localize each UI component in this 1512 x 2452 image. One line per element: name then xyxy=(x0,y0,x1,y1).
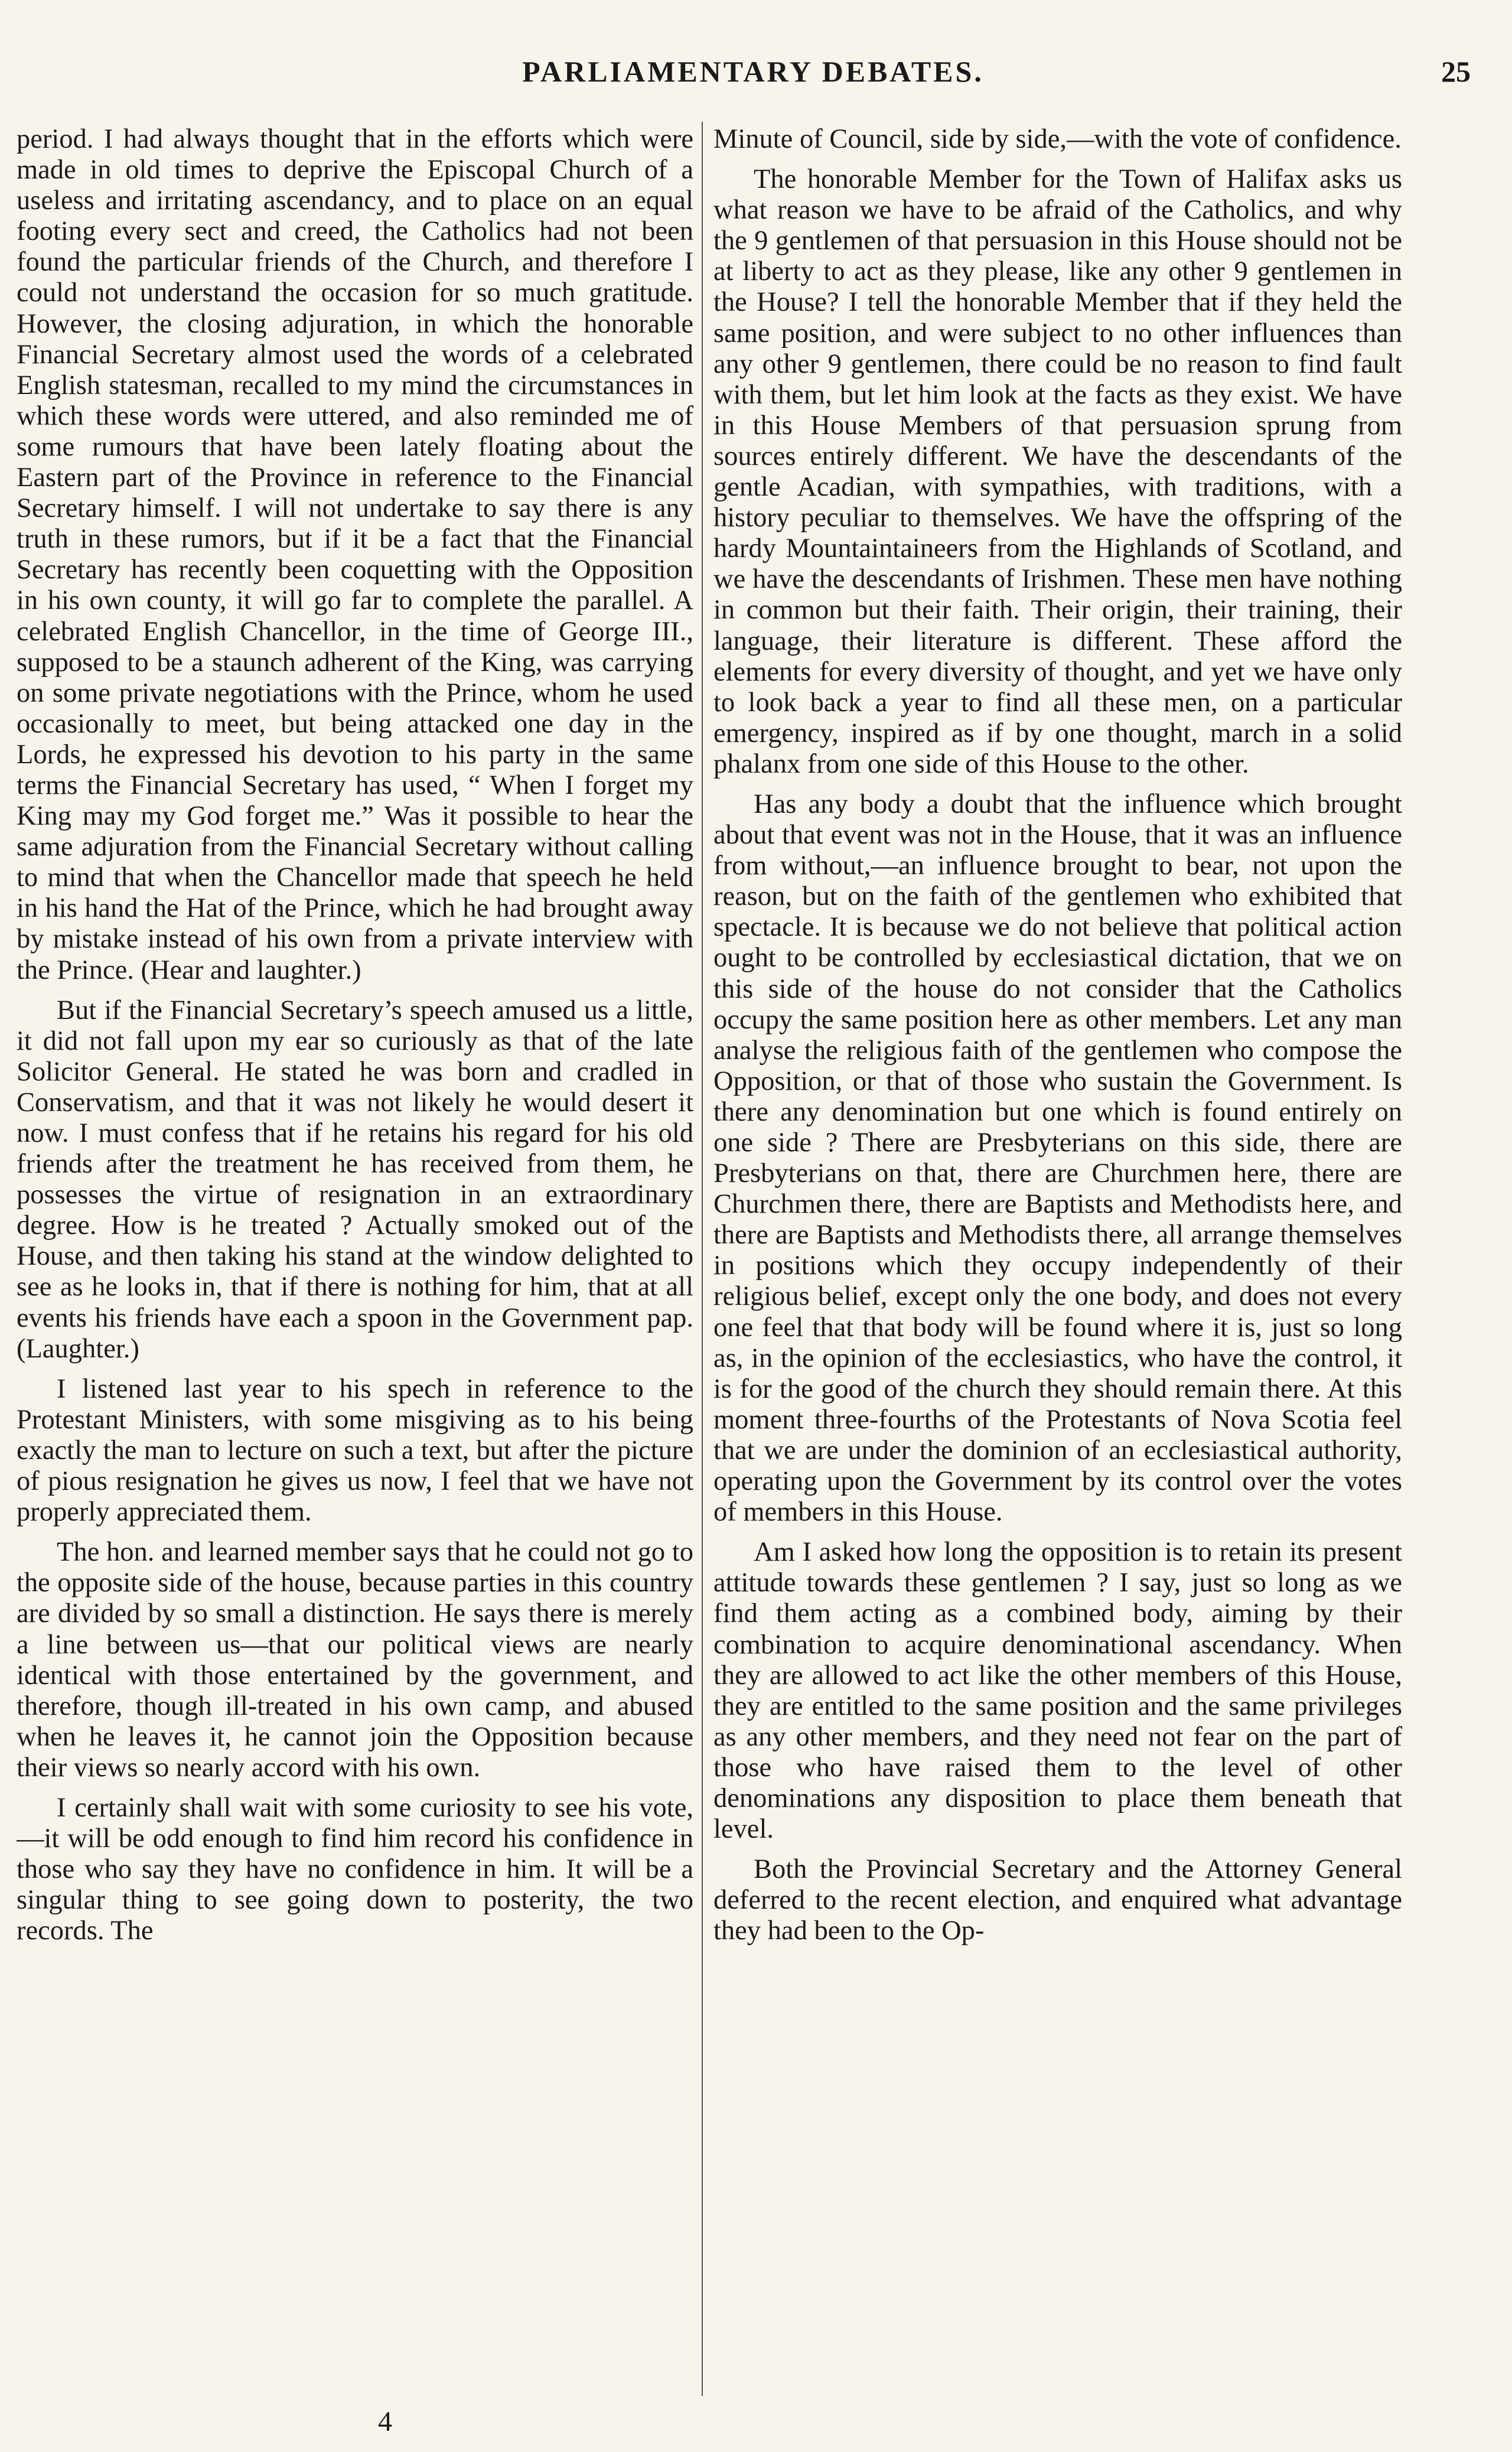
paragraph: The hon. and learned member says that he could not go to the opposite side of the house, because parties in this country are divided by so small a distinction. He says there is merely a line between us—that our political views are nearly identical with those entertained by the government, and therefore, though ill-treated in his own camp, and abused when he leaves it, he cannot join the Opposition because their views so nearly accord with his own. xyxy=(17,1537,693,1783)
paragraph: I listened last year to his spech in reference to the Protestant Ministers, with some misgiving as to his being exactly the man to lecture on such a text, but after the picture of pious resignation he gives us now, I feel that we have not properly appreciated them. xyxy=(17,1373,693,1528)
paragraph: period. I had always thought that in the efforts which were made in old times to deprive the Episcopal Church of a useless and irritating ascendancy, and to place on an equal footing every sect and creed, the Catholics had not been found the particular friends of the Church, and therefore I could not understand the occasion for so much gratitude. However, the closing adjuration, in which the honorable Financial Secretary almost used the words of a celebrated English statesman, recalled to my mind the circumstances in which these words were uttered, and also reminded me of some rumours that have been lately floating about the Eastern part of the Province in reference to the Financial Secretary himself. I will not undertake to say there is any truth in these rumors, but if it be a fact that the Financial Secretary has recently been coquetting with the Opposition in his own county, it will go far to complete the parallel. A celebrated English Chancellor, in the time of George III., supposed to be a staunch adherent of the King, was carrying on some private negotiations with the Prince, whom he used occasionally to meet, but being attacked one day in the Lords, he expressed his devotion to his party in the same terms the Financial Secretary has used, “ When I forget my King may my God forget me.” Was it possible to hear the same adjuration from the Financial Secretary without calling to mind that when the Chancellor made that speech he held in his hand the Hat of the Prince, which he had brought away by mistake instead of his own from a private interview with the Prince. (Hear and laughter.) xyxy=(17,124,693,985)
paragraph: Both the Provincial Secretary and the Attorney General deferred to the recent election, and enquired what advantage they had been to the Op- xyxy=(713,1854,1402,1946)
paragraph: But if the Financial Secretary’s speech amused us a little, it did not fall upon my ear so curiously as that of the late Solicitor General. He stated he was born and cradled in Conservatism, and that it was not likely he would desert it now. I must confess that if he retains his regard for his old friends after the treatment he has received from them, he possesses the virtue of resignation in an extraordinary degree. How is he treated ? Actually smoked out of the House, and then taking his stand at the window delighted to see as he looks in, that if there is nothing for him, that at all events his friends have each a spoon in the Government pap. (Laughter.) xyxy=(17,995,693,1364)
column-divider xyxy=(702,122,703,2396)
page-number: 25 xyxy=(1441,55,1471,88)
paragraph: Has any body a doubt that the influence which brought about that event was not in the House, that it was an influence from without,—an influence brought to bear, not upon the reason, but on the faith of the gentlemen who exhibited that spectacle. It is because we do not believe that political action ought to be controlled by ecclesiastical dictation, that we on this side of the house do not consider that the Catholics occupy the same position here as other members. Let any man analyse the religious faith of the gentlemen who compose the Opposition, or that of those who sustain the Government. Is there any denomination but one which is found entirely on one side ? There are Presbyterians on this side, there are Presbyterians on that, there are Churchmen here, there are Churchmen there, there are Baptists and Methodists here, and there are Baptists and Methodists there, all arrange themselves in positions which they occupy independently of their religious belief, except only the one body, and does not every one feel that that body will be found where it is, just so long as, in the opinion of the ecclesiastics, who have the control, it is for the good of the church they should remain there. At this moment three-fourths of the Protestants of Nova Scotia feel that we are under the dominion of an ecclesiastical authority, operating upon the Government by its control over the votes of members in this House. xyxy=(713,789,1402,1528)
page-header xyxy=(35,54,1471,102)
paragraph: I certainly shall wait with some curiosity to see his vote,—it will be odd enough to find him record his confidence in those who say they have no confidence in him. It will be a singular thing to see going down to posterity, the two records. The xyxy=(17,1792,693,1946)
paragraph: Minute of Council, side by side,—with the vote of confidence. xyxy=(713,124,1402,154)
paragraph: The honorable Member for the Town of Halifax asks us what reason we have to be afraid of the Catholics, and why the 9 gentlemen of that persuasion in this House should not be at liberty to act as they please, like any other 9 gentlemen in the House? I tell the honorable Member that if they held the same position, and were subject to no other influences than any other 9 gentlemen, there could be no reason to find fault with them, but let him look at the facts as they exist. We have in this House Members of that persuasion sprung from sources entirely different. We have the descendants of the gentle Acadian, with sympathies, with traditions, with a history peculiar to themselves. We have the offspring of the hardy Mountaintaineers from the Highlands of Scotland, and we have the descendants of Irishmen. These men have nothing in common but their faith. Their origin, their training, their language, their literature is different. These afford the elements for every diversity of thought, and yet we have only to look back a year to find all these men, on a particular emergency, inspired as if by one thought, march in a solid phalanx from one side of this House to the other. xyxy=(713,164,1402,779)
paragraph: Am I asked how long the opposition is to retain its present attitude towards these gentlemen ? I say, just so long as we find them acting as a combined body, aiming by their combination to acquire denominational ascendancy. When they are allowed to act like the other members of this House, they are entitled to the same position and the same privileges as any other members, and they need not fear on the part of those who have raised them to the level of other denominations any disposition to place them beneath that level. xyxy=(713,1537,1402,1845)
left-column xyxy=(17,124,693,2398)
running-title: PARLIAMENTARY DEBATES. xyxy=(522,55,984,88)
right-column xyxy=(713,124,1402,2398)
signature-mark: 4 xyxy=(378,2406,392,2437)
